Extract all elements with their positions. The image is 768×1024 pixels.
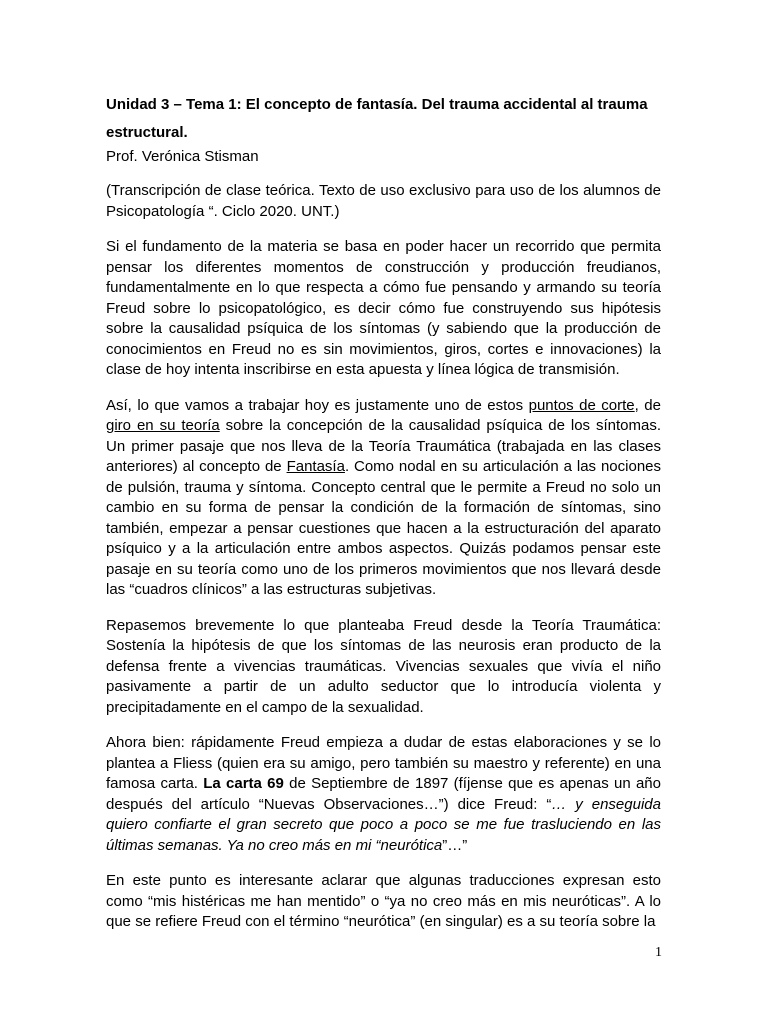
paragraph-2-text-1: Así, lo que vamos a trabajar hoy es justamente uno de estos [106,396,529,414]
bold-phrase-la-carta-69: La carta 69 [203,775,284,792]
paragraph-2-text-4: . Como nodal en su articulación a las nociones de pulsión, trauma y síntoma. Concepto central que le permite a Freud no solo un cambio en su forma de pensar la condición de la formación de síntomas, sino también, empezar a pensar cuestiones que hacen a la estructuración del aparato psíquico y a la articulación entre ambos aspectos. Quizás podamos pensar este pasaje en su teoría como uno de los primeros movimientos que nos llevará desde las “cuadros clínicos” a las estructuras subjetivas. [106,458,662,598]
paragraph-3: Repasemos brevemente lo que planteaba Freud desde la Teoría Traumática: Sostenía la hipótesis de que los síntomas de las neurosis eran producto de la defensa frente a vivencias traumáticas. Vivencias sexuales que vivía el niño pasivamente a partir de un adulto seductor que lo introducía violenta y precipitadamente en el campo de la sexualidad. [106,616,661,716]
paragraph-5: En este punto es interesante aclarar que algunas traducciones expresan esto como “mis histéricas me han mentido” o “ya no creo más en mis neuróticas”. A lo que se refiere Freud con el término “neurótica” (en singular) es a su teoría sobre la [106,872,661,930]
italic-quote-freud: … y enseguida quiero confiarte el gran secreto que poco a poco se me fue trasluciendo en las últimas semanas. Ya no creo más en mi “neurótica [106,795,661,854]
paragraph-2-text-3: sobre la concepción de la causalidad psíquica de los síntomas. Un primer pasaje que nos lleva de la Teoría Traumática (trabajada en las clases anteriores) al concepto de [106,417,661,475]
underlined-phrase-giro-en-su-teoria: giro en su teoría [106,417,220,434]
page-number: 1 [655,945,662,960]
paragraph-2 [106,396,661,601]
paragraph-4-text-1: Ahora bien: rápidamente Freud empieza a dudar de estas elaboraciones y se lo plantea a Fliess (quien era su amigo, pero también su maestro y referente) en una famosa carta. [106,734,661,792]
document-page [106,91,661,948]
underlined-phrase-puntos-de-corte: puntos de corte [528,396,635,414]
document-author: Prof. Verónica Stisman [106,148,259,165]
paragraph-1: Si el fundamento de la materia se basa en poder hacer un recorrido que permita pensar los diferentes momentos de construcción y producción freudianos, fundamentalmente en lo que respecta a cómo fue pensando y armando su teoría Freud sobre lo psicopatológico, es decir cómo fue construyendo sus hipótesis sobre la causalidad psíquica de los síntomas (y sabiendo que la producción de conocimientos en Freud no es sin movimientos, giros, cortes e innovaciones) la clase de hoy intenta inscribirse en esta apuesta y línea lógica de transmisión. [106,238,661,378]
document-title: Unidad 3 – Tema 1: El concepto de fantasía. Del trauma accidental al trauma estructural. [106,96,648,141]
transcription-note: (Transcripción de clase teórica. Texto de uso exclusivo para uso de los alumnos de Psicopatología “. Ciclo 2020. UNT.) [106,182,661,220]
underlined-word-fantasia: Fantasía [286,458,345,475]
paragraph-4 [106,733,661,856]
paragraph-4-text-3: ”…” [442,836,468,854]
paragraph-4-text-2: de Septiembre de 1897 (fíjense que es apenas un año después del artículo “Nuevas Observaciones…”) dice Freud: “ [106,775,661,813]
paragraph-2-text-2: , de [634,396,661,414]
